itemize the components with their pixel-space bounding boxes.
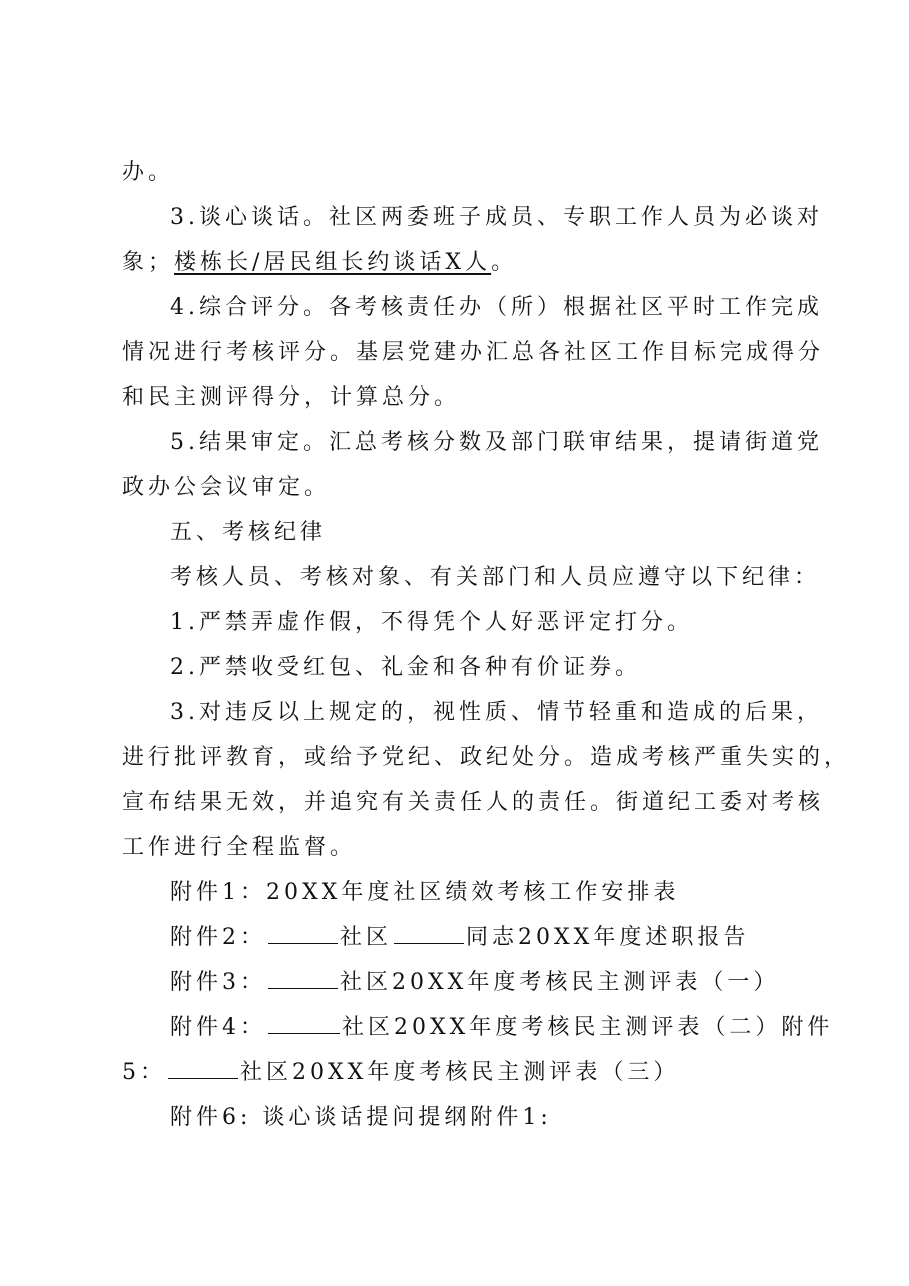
text: 社区	[340, 925, 393, 950]
fill-in-blank	[168, 1054, 238, 1079]
paragraph-line	[122, 465, 802, 510]
paragraph-line	[122, 690, 823, 735]
paragraph-line	[122, 645, 802, 690]
attachment-line	[122, 960, 802, 1005]
text: 同志20XX年度述职报告	[466, 925, 750, 950]
text: 附件2：	[170, 925, 266, 950]
text: 2.严禁收受红包、礼金和各种有价证券。	[170, 655, 641, 680]
text: 附件6: 谈心谈话提问提纲附件1:	[170, 1105, 552, 1130]
fill-in-blank	[394, 919, 464, 944]
paragraph-line	[122, 375, 802, 420]
text: 考核人员、考核对象、有关部门和人员应遵守以下纪律：	[170, 565, 821, 590]
text: 情况进行考核评分。基层党建办汇总各社区工作目标完成得分	[122, 340, 825, 365]
text: 3.谈心谈话。社区两委班子成员、专职工作人员为必谈对	[170, 205, 823, 230]
fill-in-blank	[268, 1009, 340, 1034]
text: 附件1：20XX年度社区绩效考核工作安排表	[170, 880, 680, 905]
attachment-line	[122, 1095, 802, 1140]
text: 附件3：	[170, 970, 266, 995]
text: 宣布结果无效，并追究有关责任人的责任。街道纪工委对考核	[122, 790, 825, 815]
section-heading	[122, 510, 802, 555]
text: 办。	[122, 160, 175, 185]
paragraph-line	[122, 285, 823, 330]
attachment-line	[122, 1050, 802, 1095]
text: 五、考核纪律	[170, 520, 327, 545]
paragraph-line	[122, 150, 802, 195]
underlined-text: 楼栋长/居民组长约谈话X人	[174, 250, 492, 275]
paragraph-line	[122, 780, 825, 825]
paragraph-line	[122, 825, 802, 870]
text: 社区20XX年度考核民主测评表（三）	[240, 1060, 680, 1085]
text: 1.严禁弄虚作假，不得凭个人好恶评定打分。	[170, 610, 693, 635]
text: 政办公会议审定。	[122, 475, 331, 500]
attachment-line	[122, 870, 802, 915]
paragraph-line	[122, 420, 823, 465]
text: 5.结果审定。汇总考核分数及部门联审结果，提请街道党	[170, 430, 823, 455]
text: 社区20XX年度考核民主测评表（一）	[340, 970, 780, 995]
attachment-line	[122, 915, 802, 960]
text: 社区20XX年度考核民主测评表（二）附件	[342, 1015, 834, 1040]
fill-in-blank	[268, 919, 338, 944]
text: 工作进行全程监督。	[122, 835, 357, 860]
text: 5：	[122, 1060, 166, 1085]
text: 4.综合评分。各考核责任办（所）根据社区平时工作完成	[170, 295, 823, 320]
paragraph-line	[122, 240, 802, 285]
text: 进行批评教育，或给予党纪、政纪处分。造成考核严重失实的，	[122, 745, 851, 770]
paragraph-line	[122, 330, 825, 375]
paragraph-line	[122, 600, 802, 645]
text: 附件4：	[170, 1015, 266, 1040]
text: 和民主测评得分，计算总分。	[122, 385, 461, 410]
text: 。	[491, 250, 518, 275]
attachment-line	[122, 1005, 834, 1050]
text: 3.对违反以上规定的，视性质、情节轻重和造成的后果，	[170, 700, 823, 725]
fill-in-blank	[268, 964, 338, 989]
paragraph-line	[122, 195, 823, 240]
paragraph-line	[122, 555, 821, 600]
paragraph-line	[122, 735, 851, 780]
text: 象；	[122, 250, 175, 275]
document-body	[122, 150, 851, 1140]
